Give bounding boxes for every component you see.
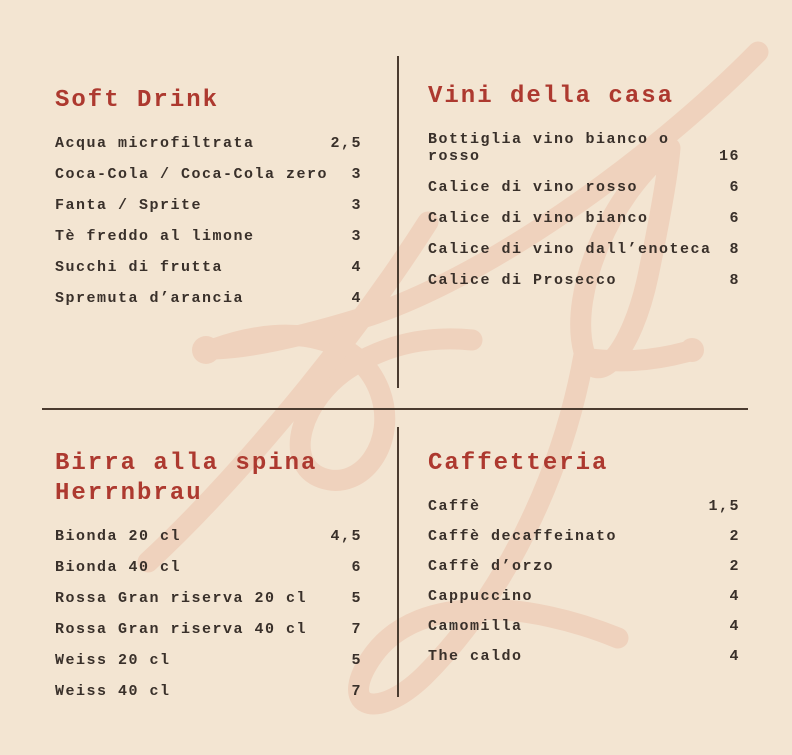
menu-item [55, 559, 362, 576]
item-price: 2 [729, 558, 740, 575]
item-price: 6 [351, 559, 362, 576]
menu-item [428, 179, 740, 196]
section-title: Birra alla spina Herrnbrau [55, 450, 318, 507]
item-price: 4 [729, 618, 740, 635]
item-price: 7 [351, 683, 362, 700]
item-name: The caldo [428, 648, 523, 665]
item-name: Calice di vino dall’enoteca [428, 241, 712, 258]
item-price: 5 [351, 590, 362, 607]
item-name: Caffè [428, 498, 481, 515]
menu-item [428, 210, 740, 227]
menu-item [55, 590, 362, 607]
item-price: 8 [729, 241, 740, 258]
divider-vertical-bottom [397, 427, 399, 697]
menu-item [55, 259, 362, 276]
item-price: 4 [729, 648, 740, 665]
item-name: Weiss 20 cl [55, 652, 171, 669]
item-price: 2,5 [330, 135, 362, 152]
item-name: Rossa Gran riserva 40 cl [55, 621, 308, 638]
item-name: Cappuccino [428, 588, 534, 605]
menu-item [428, 528, 740, 545]
section-soft-drink [55, 86, 362, 321]
item-price: 16 [718, 148, 740, 165]
menu-item [428, 588, 740, 605]
item-price: 4,5 [330, 528, 362, 545]
section-title: Caffetteria [428, 450, 609, 477]
menu-item [55, 683, 362, 700]
menu-item [428, 648, 740, 665]
item-price: 3 [351, 166, 362, 183]
item-price: 8 [729, 272, 740, 289]
item-name: Calice di vino rosso [428, 179, 639, 196]
item-price: 1,5 [708, 498, 740, 515]
menu-item [428, 241, 740, 258]
section-caffetteria [428, 449, 740, 678]
item-name: Weiss 40 cl [55, 683, 171, 700]
menu-item [428, 558, 740, 575]
item-price: 4 [351, 290, 362, 307]
menu-item [55, 228, 362, 245]
item-price: 5 [351, 652, 362, 669]
item-name: Caffè decaffeinato [428, 528, 618, 545]
menu-item [55, 135, 362, 152]
item-price: 6 [729, 210, 740, 227]
item-name: Calice di Prosecco [428, 272, 618, 289]
section-title: Vini della casa [428, 83, 675, 110]
section-birra-alla-spina [55, 449, 362, 714]
item-name: Tè freddo al limone [55, 228, 255, 245]
menu-item [428, 498, 740, 515]
menu-item [428, 618, 740, 635]
item-price: 2 [729, 528, 740, 545]
item-price: 4 [351, 259, 362, 276]
menu-item [55, 621, 362, 638]
menu-item [428, 131, 740, 165]
item-price: 3 [351, 228, 362, 245]
item-name: Acqua microfiltrata [55, 135, 255, 152]
item-name: Caffè d’orzo [428, 558, 555, 575]
item-name: Bionda 20 cl [55, 528, 182, 545]
section-title: Soft Drink [55, 87, 220, 114]
item-name: Fanta / Sprite [55, 197, 203, 214]
item-price: 4 [729, 588, 740, 605]
menu-item [55, 652, 362, 669]
menu-item [55, 290, 362, 307]
divider-vertical-top [397, 56, 399, 388]
item-price: 3 [351, 197, 362, 214]
menu-item [55, 166, 362, 183]
item-name: Camomilla [428, 618, 523, 635]
item-name: Spremuta d’arancia [55, 290, 245, 307]
item-name: Coca-Cola / Coca-Cola zero [55, 166, 329, 183]
divider-horizontal [42, 408, 748, 410]
menu-item [55, 197, 362, 214]
item-price: 6 [729, 179, 740, 196]
menu-item [55, 528, 362, 545]
section-vini-della-casa [428, 82, 740, 303]
menu-item [428, 272, 740, 289]
item-name: Rossa Gran riserva 20 cl [55, 590, 308, 607]
item-name: Bionda 40 cl [55, 559, 182, 576]
item-price: 7 [351, 621, 362, 638]
item-name: Calice di vino bianco [428, 210, 649, 227]
item-name: Succhi di frutta [55, 259, 224, 276]
item-name: Bottiglia vino bianco o rosso [428, 131, 670, 165]
